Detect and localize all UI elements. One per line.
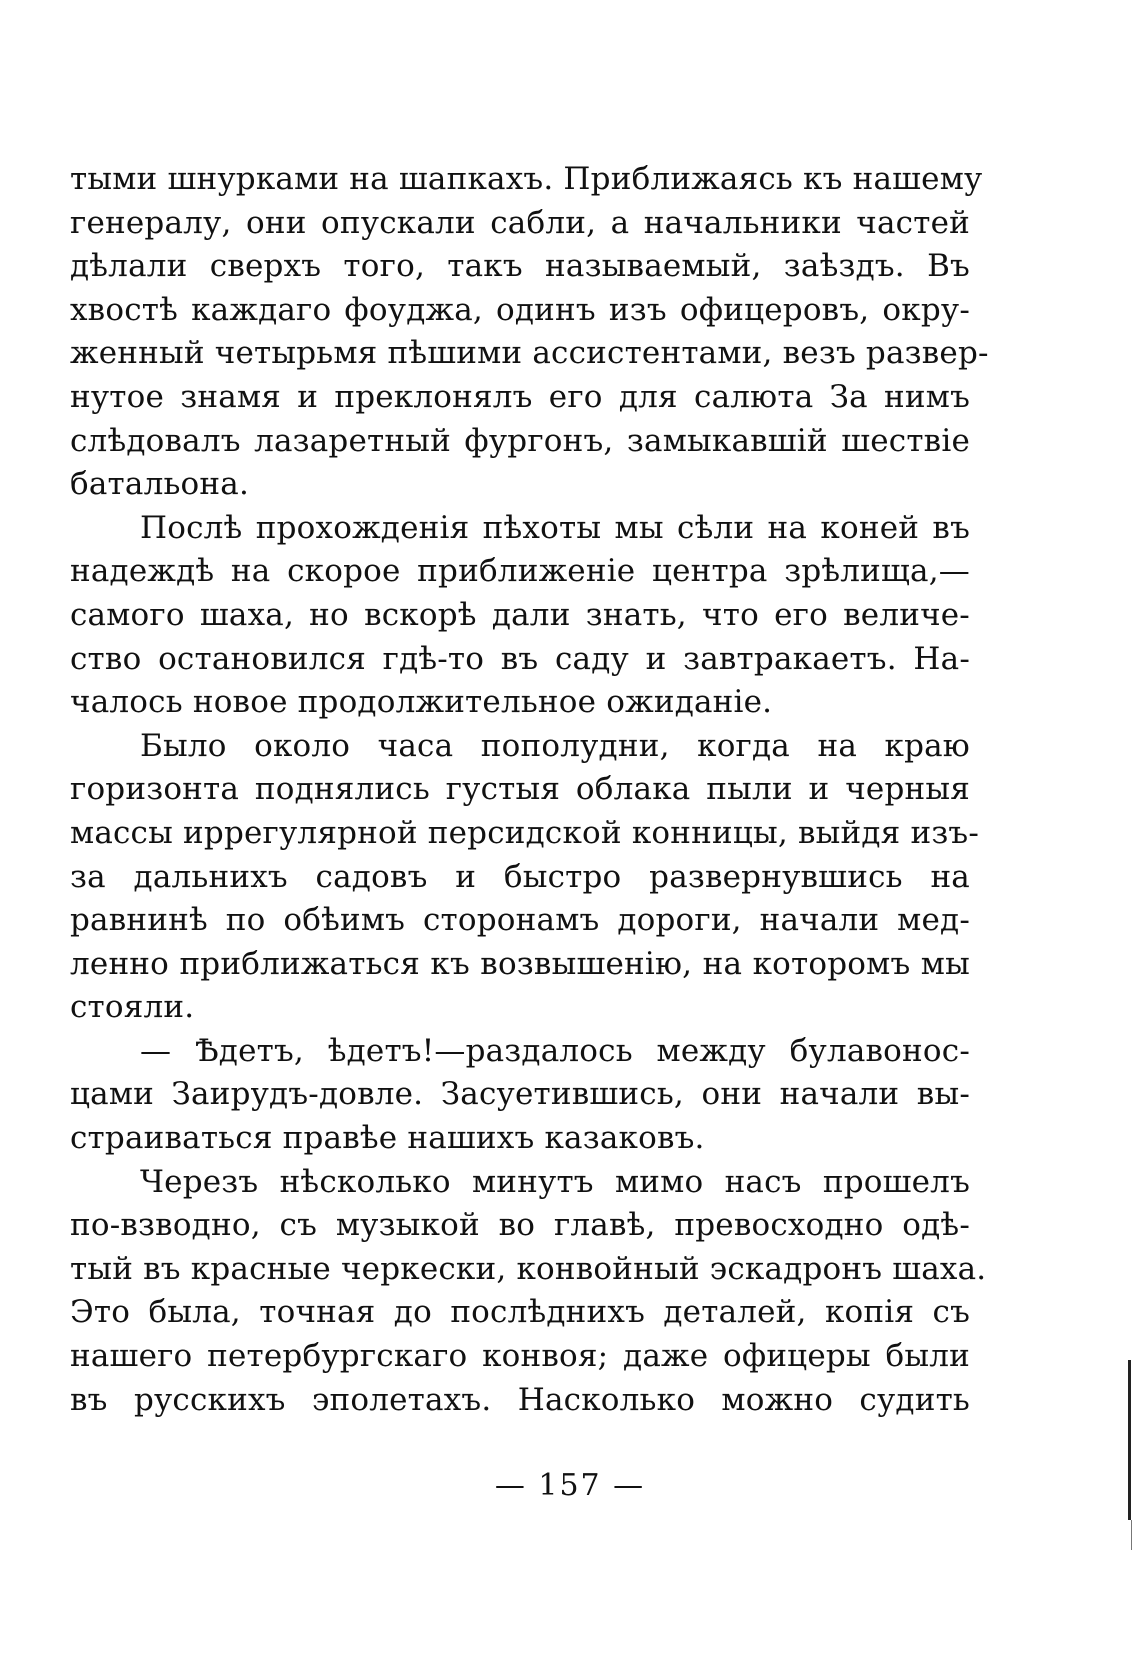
paragraph-first-line: — Ѣдетъ, ѣдетъ!—раздалось между булавонос- <box>140 1032 970 1069</box>
text-line: батальона. <box>70 466 250 503</box>
page-number: — 157 — <box>494 1468 646 1503</box>
scan-edge-mark <box>1128 1360 1131 1520</box>
text-line: генералу, они опускали сабли, а начальники частей <box>70 204 970 241</box>
text-line: хвостѣ каждаго фоуджа, одинъ изъ офицеровъ, окру- <box>70 291 970 328</box>
text-line: надеждѣ на скорое приближеніе центра зрѣлища,— <box>70 553 970 590</box>
text-line: слѣдовалъ лазаретный фургонъ, замыкавшій шествіе <box>70 422 970 459</box>
scan-edge-mark <box>1131 1520 1132 1550</box>
text-line: тыми шнурками на шапкахъ. Приближаясь къ нашему <box>70 161 983 197</box>
text-line: самого шаха, но вскорѣ дали знать, что его величе- <box>70 596 970 633</box>
text-line: тый въ красные черкески, конвойный эскадронъ шаха. <box>70 1250 987 1287</box>
text-line: дѣлали сверхъ того, такъ называемый, заѣздъ. Въ <box>70 248 970 285</box>
text-line: за дальнихъ садовъ и быстро развернувшись на <box>70 858 970 895</box>
paragraph-first-line: Черезъ нѣсколько минутъ мимо насъ прошелъ <box>140 1163 970 1200</box>
text-line: по-взводно, съ музыкой во главѣ, превосходно одѣ- <box>70 1207 970 1244</box>
text-line: массы иррегулярной персидской конницы, выйдя изъ- <box>70 814 980 851</box>
text-line: нутое знамя и преклонялъ его для салюта За нимъ <box>70 378 970 415</box>
paragraph-first-line: Послѣ прохожденія пѣхоты мы сѣли на коней въ <box>140 509 970 546</box>
text-line: въ русскихъ эполетахъ. Насколько можно судить <box>70 1381 970 1418</box>
text-line: цами Заирудъ-довле. Засуетившись, они начали вы- <box>70 1076 970 1113</box>
text-line: горизонта поднялись густыя облака пыли и черныя <box>70 771 970 808</box>
paragraph-first-line: Было около часа пополудни, когда на краю <box>140 727 970 764</box>
text-line: нашего петербургскаго конвоя; даже офицеры были <box>70 1338 970 1375</box>
text-line: ленно приближаться къ возвышенію, на которомъ мы <box>70 945 970 982</box>
text-line: Это была, точная до послѣднихъ деталей, копія съ <box>70 1294 970 1331</box>
text-line: равнинѣ по обѣимъ сторонамъ дороги, начали мед- <box>70 902 970 939</box>
text-line: ство остановился гдѣ-то въ саду и завтракаетъ. На- <box>70 640 970 677</box>
body-text <box>70 158 989 1422</box>
text-line: стояли. <box>70 989 195 1026</box>
text-line: женный четырьмя пѣшими ассистентами, везъ развер- <box>70 335 989 372</box>
text-line: чалось новое продолжительное ожиданіе. <box>70 684 773 721</box>
text-line: страиваться правѣе нашихъ казаковъ. <box>70 1120 705 1157</box>
